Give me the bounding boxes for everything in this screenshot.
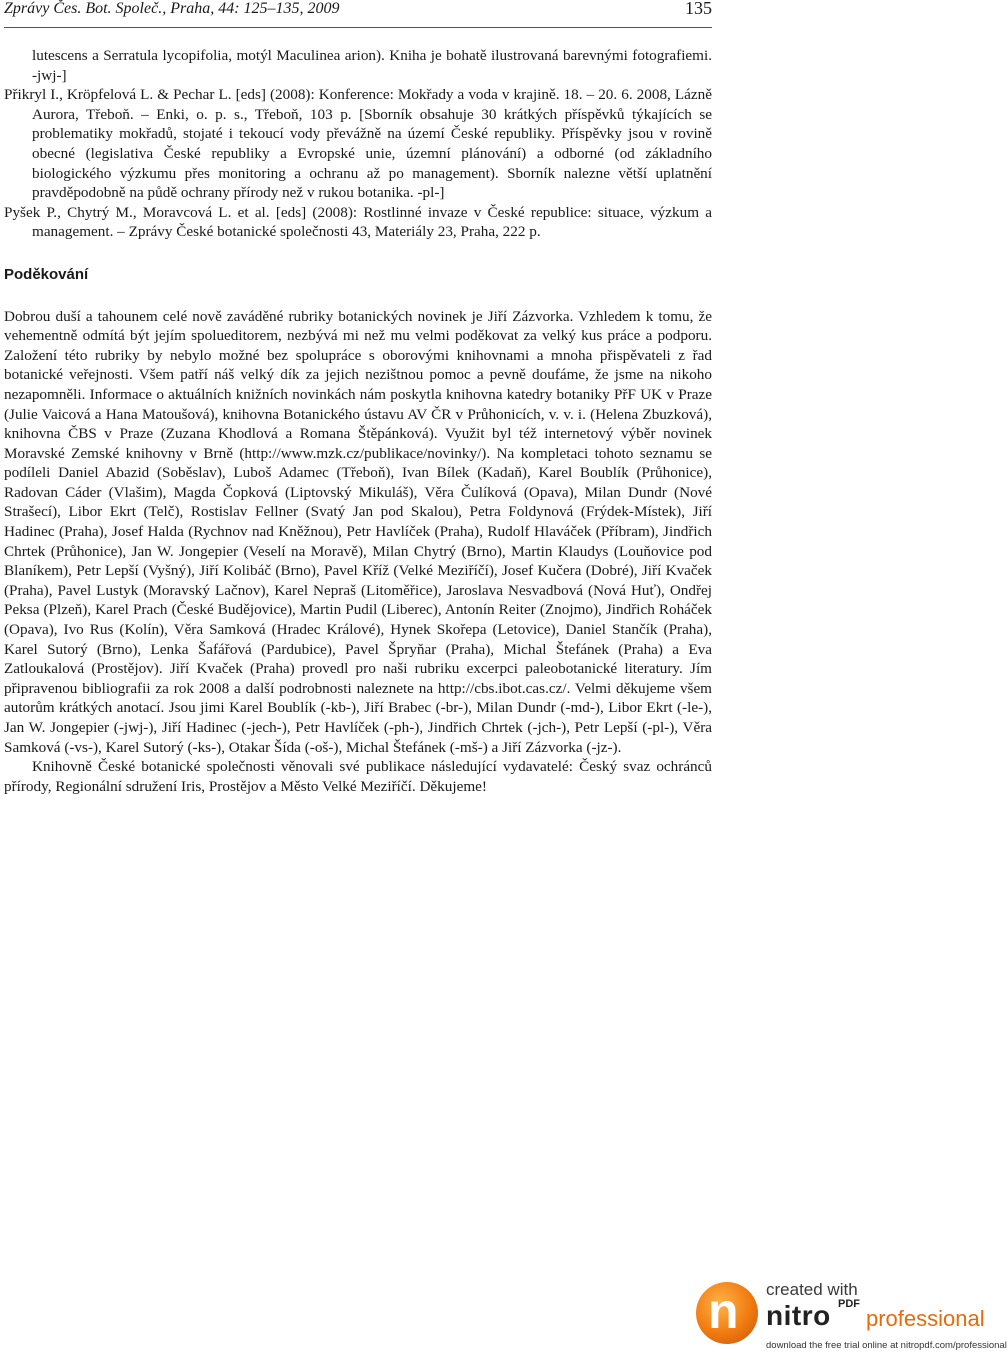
nitro-logo-letter: n — [708, 1283, 739, 1339]
reference-entry: lutescens a Serratula lycopifolia, motýl Maculinea arion). Kniha je bohatě ilustrovaná barevnými fotografiemi. -jwj-] — [32, 47, 712, 84]
nitro-pdf-watermark — [694, 1278, 1007, 1354]
page-content — [4, 46, 712, 796]
watermark-edition: professional — [866, 1306, 985, 1331]
watermark-brand: nitro — [766, 1300, 831, 1331]
reference-entry: Přikryl I., Kröpfelová L. & Pechar L. [eds] (2008): Konference: Mokřady a voda v krajině. 18. – 20. 6. 2008, Lázně Aurora, Třeboň. – Enki, o. p. s., Třeboň, 103 p. [Sborník obsahuje 30 krátkých příspěvků týkajících se problematiky mokřadů, stojaté i tekoucí vody převážně na území České republiky. Příspěvky jsou v rovině obecné (legislativa České republiky a Evropské unie, územní plánování) a odborné (od základního biologického výzkumu přes monitoring a ochranu až po management). Sborník nalezne větší uplatnění pravděpodobně na půdě ochrany přírody než v rukou botanika. -pl-] — [4, 86, 712, 202]
reference-entry: Pyšek P., Chytrý M., Moravcová L. et al. [eds] (2008): Rostlinné invaze v České republice: situace, výzkum a management. – Zprávy České botanické společnosti 43, Materiály 23, Praha, 222 p. — [4, 203, 712, 241]
header-rule — [4, 27, 712, 28]
acknowledgement-paragraph: Dobrou duší a tahounem celé nově zaváděné rubriky botanických novinek je Jiří Zázvorka. Vzhledem k tomu, že vehementně odmítá být jejím spolueditorem, nezbývá mi než mu velmi poděkovat za velký kus práce a podporu. Založení této rubriky by nebylo možné bez spolupráce s oborovými knihovnami a mnoha přispěvateli z řad botanické veřejnosti. Všem patří náš velký dík za jejich nezištnou pomoc a pevně doufáme, že jsme na nikoho nezapomněli. Informace o aktuálních knižních novinkách nám poskytla knihovna katedry botaniky PřF UK v Praze (Julie Vaicová a Hana Matoušová), knihovna Botanického ústavu AV ČR v Průhonicích, v. v. i. (Helena Zbuzková), knihovna ČBS v Praze (Zuzana Khodlová a Romana Štěpánková). Využit byl též internetový výběr novinek Moravské Zemské knihovny v Brně (http://www.mzk.cz/publikace/novinky/). Na kompletaci tohoto seznamu se podíleli Daniel Abazid (Soběslav), Luboš Adamec (Třeboň), Ivan Bílek (Kadaň), Karel Boublík (Průhonice), Radovan Cáder (Vlašim), Magda Čopková (Liptovský Mikuláš), Věra Čulíková (Opava), Milan Dundr (Nové Strašecí), Libor Ekrt (Telč), Rostislav Fellner (Svatý Jan pod Skalou), Petra Foldynová (Frýdek-Místek), Jiří Hadinec (Praha), Josef Halda (Rychnov nad Kněžnou), Petr Havlíček (Praha), Rudolf Hlaváček (Příbram), Jindřich Chrtek (Průhonice), Jan W. Jongepier (Veselí na Moravě), Milan Chytrý (Brno), Martin Klaudys (Louňovice pod Blaníkem), Petr Lepší (Vyšný), Jiří Kolibáč (Brno), Pavel Kříž (Velké Meziříčí), Josef Kučera (Dobré), Jiří Kvaček (Praha), Pavel Lustyk (Moravský Lačnov), Karel Nepraš (Litoměřice), Jaroslava Nesvadbová (Nová Huť), Ondřej Peksa (Plzeň), Karel Prach (České Budějovice), Martin Pudil (Liberec), Antonín Reiter (Znojmo), Jindřich Roháček (Opava), Ivo Rus (Kolín), Věra Samková (Hradec Králové), Hynek Skořepa (Letovice), Daniel Stančík (Praha), Karel Sutorý (Brno), Lenka Šafářová (Pardubice), Pavel Špryňar (Praha), Michal Štefánek (Praha) a Eva Zatloukalová (Prostějov). Jiří Kvaček (Praha) provedl pro naši rubriku excerpci paleobotanické literatury. Jím připravenou bibliografii za rok 2008 a další podrobnosti naleznete na http://cbs.ibot.cas.cz/. Velmi děkujeme všem autorům krátkých anotací. Jsou jimi Karel Boublík (-kb-), Jiří Brabec (-br-), Milan Dundr (-md-), Libor Ekrt (-le-), Jan W. Jongepier (-jwj-), Jiří Hadinec (-jech-), Petr Havlíček (-ph-), Jindřich Chrtek (-jch-), Petr Lepší (-pl-), Věra Samková (-vs-), Karel Sutorý (-ks-), Otakar Šída (-oš-), Michal Štefánek (-mš-) a Jiří Zázvorka (-jz-). — [4, 307, 712, 756]
running-title: Zprávy Čes. Bot. Společ., Praha, 44: 125–135, 2009 — [4, 0, 340, 17]
page-number: 135 — [685, 0, 712, 18]
section-heading: Poděkování — [4, 265, 89, 283]
acknowledgement-paragraph: Knihovně České botanické společnosti věnovali své publikace následující vydavatelé: Český svaz ochránců přírody, Regionální sdružení Iris, Prostějov a Město Velké Meziříčí. Děkujeme! — [4, 758, 712, 795]
watermark-pdf: PDF — [838, 1298, 860, 1310]
watermark-footer: download the free trial online at nitropdf.com/professional — [766, 1340, 1007, 1351]
running-header — [4, 0, 712, 30]
watermark-created-with: created with — [766, 1280, 858, 1299]
